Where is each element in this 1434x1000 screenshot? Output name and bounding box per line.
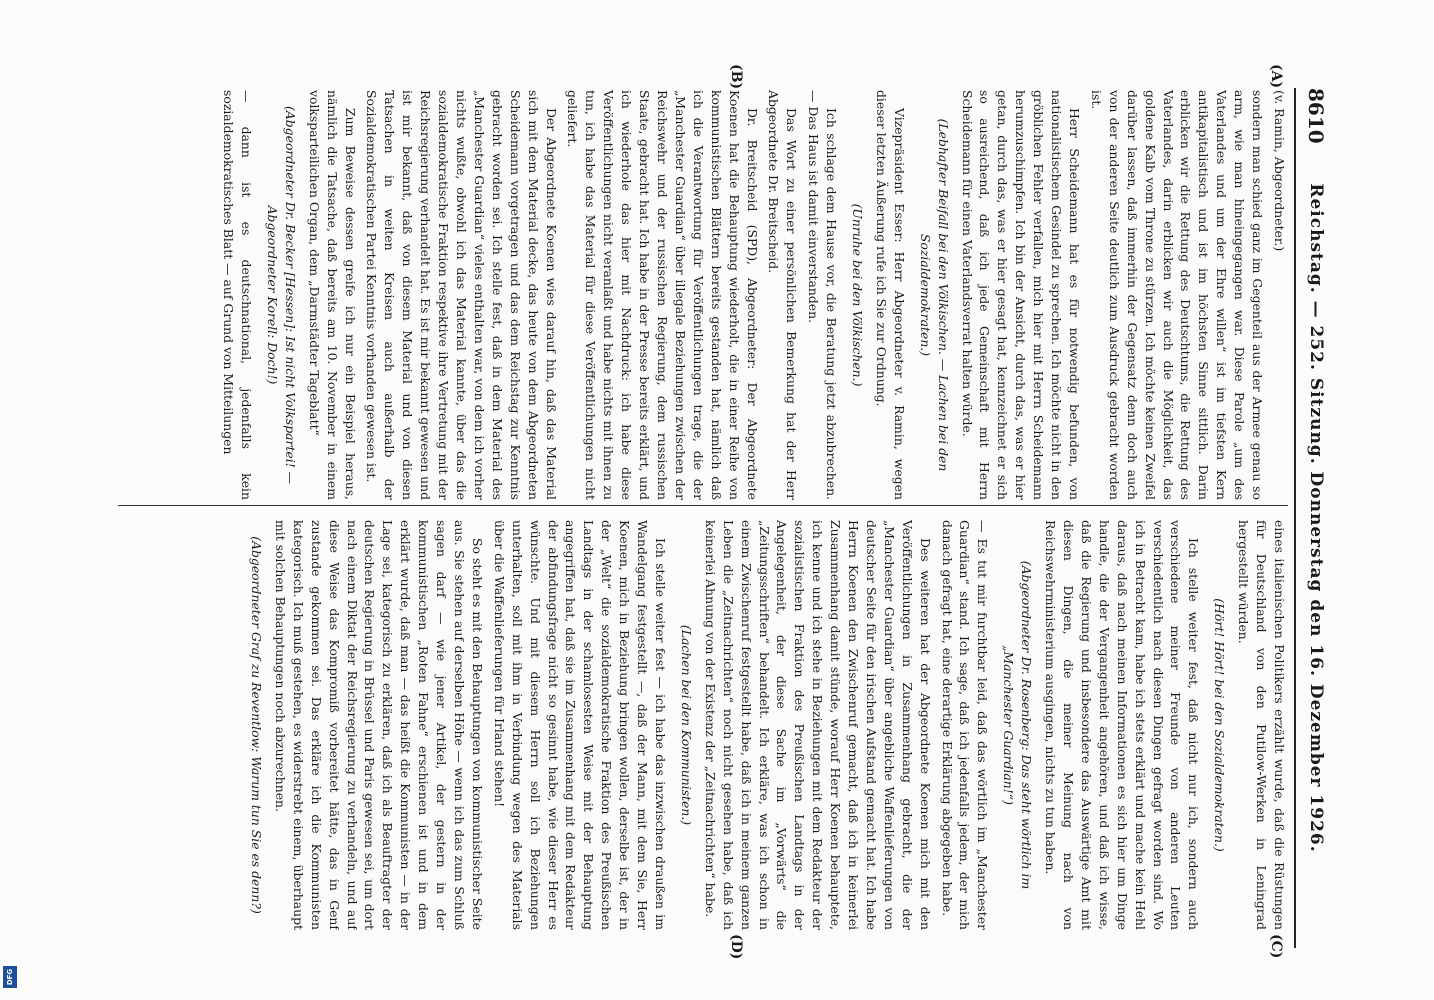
footer-strip (2, 0, 16, 1000)
paragraph: Dr. Breitscheid (SPD), Abgeordneter: Der Abgeordnete Koenen hat die Behauptung wiederholt, die in einer Reihe von kommunistischen Blättern bereits gestanden hat, nämlich daß ich die Verantwortung für Veröffentlichungen trage, die der „Manchester Guardian“ über illegale Beziehungen zwischen der Reichswehr und der russischen Regierung, dem russischen Staate, gebracht hat. Ich habe in der Presse bereits erklärt, und ich wiederhole das hier mit Nachdruck: ich habe diese Veröffentlichungen nicht veranlaßt und habe nichts mit ihnen zu tun, ich habe das Material für diese Veröffentlichungen nicht geliefert. (565, 90, 760, 500)
paragraph: Zum Beweise dessen greife ich nur ein Beispiel heraus, nämlich die Tatsache, daß bereits am 10. November in einem volksparteilichen Organ, dem „Darmstädter Tageblatt“ (306, 90, 358, 500)
page-number: 8610 (1304, 88, 1328, 144)
paragraph: (v. Ramin, Abgeordneter.) (1272, 90, 1287, 252)
margin-mark-c: (C) (1268, 934, 1284, 959)
interjection: (Abgeordneter Dr. Becker [Hessen]: Ist nicht Volkspartei! — Abgeordneter Korell: Doch!) (264, 105, 298, 485)
column-divider (118, 505, 1288, 506)
margin-mark-a: (A) (1268, 64, 1284, 89)
paragraph: — dann ist es deutschnational, jedenfalls kein sozialdemokratisches Blatt — auf Grund von Mitteilungen (221, 90, 255, 500)
right-column (118, 520, 1288, 930)
interjection: (Abgeordneter Graf zu Reventlow: Warum tun Sie es denn?) (249, 536, 265, 914)
paragraph: Herr Scheidemann hat es für notwendig befunden, von nationalistischem Gesindel zu sprechen. Ich möchte nicht in den gröblichen Fehler verfallen, mich hier mit Herrn Scheidemann herumzuschimpfen. Ich bin der Ansicht, durch das, was er hier getan, durch das, was er hier gesagt hat, kennzeichnet er sich so ausreichend, daß ich jede Gemeinschaft mit Herrn Scheidemann für einen Vaterlandsverrat halten würde. (959, 90, 1083, 500)
paragraph: eines italienischen Politikers erzählt wurde, daß die Rüstungen für Deutschland von den Putilow-Werken in Leningrad hergestellt würden. (1236, 520, 1287, 930)
funding-notice (0, 0, 2, 988)
page-header (1294, 88, 1330, 948)
dfg-logo (3, 966, 17, 988)
interjection: (Lebhafter Beifall bei den Völkischen. — Lachen bei den Sozialdemokraten.) (917, 118, 951, 472)
paragraph: Des weiteren hat der Abgeordnete Koenen mich mit den Veröffentlichungen in Zusammenhang gebracht, die der „Manchester Guardian“ über angebliche Waffenlieferungen von deutscher Seite für den irischen Aufstand gemacht hat. Ich habe Herrn Koenen den Zwischenruf gemacht, daß ich in keinerlei Zusammenhang damit stünde, worauf Herr Koenen behauptete, ich kenne und ich stehe in Beziehungen mit dem Redakteur der sozialistischen Fraktion des Preußischen Landtags in der Angelegenheit, der diese Sache im „Vorwärts“ die „Zeitungsschriften“ behandelt. Ich erkläre, was ich schon in einem Zwischenruf festgestellt habe, daß ich in meinem ganzen Leben die „Zeitnachrichten“ noch nicht gesehen habe, daß ich keinerlei Ahnung von der Existenz der „Zeitnachrichten“ habe. (702, 520, 933, 930)
paragraph: sondern man schied ganz im Gegenteil aus der Armee genau so arm, wie man hineingegangen war. Diese Parole „um des Vaterlandes und um der Ehre willen“ ist im tiefsten Kern antikapitalistisch und ist im höchsten Sinne sittlich. Darin erblicken wir die Rettung des Deutschtums, die Rettung des Vaterlandes, darin erblicken wir auch die Möglichkeit, das goldene Kalb vom Throne zu stürzen. Ich möchte keinen Zweifel darüber lassen, daß immerhin der Gegensatz denn doch auch von der anderen Seite deutlich zum Ausdruck gebracht worden ist. (1088, 90, 1266, 500)
interjection: (Unruhe bei den Völkischen.) (850, 203, 866, 387)
interjection: (Lachen bei den Kommunisten.) (678, 624, 694, 826)
margin-mark-d: (D) (728, 934, 744, 960)
interjection: (Abgeordneter Dr. Rosenberg: Das steht wörtlich im „Manchester Guardian!“) (1001, 560, 1035, 890)
page-title: Reichstag. — 252. Sitzung. Donnerstag den 16. Dezember 1926. (1306, 183, 1326, 853)
paragraph: Der Abgeordnete Koenen wies darauf hin, daß das Material sich mit dem Material decke, das heute von dem Abgeordneten Scheidemann vorgetragen und das dem Reichstag zur Kenntnis gebracht worden sei. Ich stelle fest, daß in dem Material des „Manchester Guardian“ vieles enthalten war, von dem ich vorher nichts wußte, obwohl ich das Material kannte, über das die sozialdemokratische Fraktion respektive ihre Vertretung mit der Reichsregierung verhandelt hat. Es ist mir bekannt gewesen und ist mir bekannt, daß von diesem Material und von diesen Tatsachen in weiten Kreisen auch außerhalb der Sozialdemokratischen Partei Kenntnis vorhanden gewesen ist. (364, 90, 559, 500)
paragraph: Ich stelle weiter fest, daß nicht nur ich, sondern auch verschiedene meiner Freunde von anderen Leuten verschiedentlich nach diesen Dingen gefragt worden sind. Wo ich in Betracht kam, habe ich stets erklärt und mache kein Hehl daraus, daß nach meinen Informationen es sich hier um Dinge handle, die der Vergangenheit angehören, und daß ich wisse, daß die Regierung und insbesondere das Auswärtige Amt mit diesen Dingen, die meiner Meinung nach von Reichswehrministerium ausgingen, nichts zu tun haben. (1043, 520, 1202, 930)
left-column (118, 90, 1288, 500)
paragraph: Ich stelle weiter fest — ich habe das inzwischen draußen im Wandelgang festgestellt —, daß der Mann, mit dem Sie, Herr Koenen, mich in Beziehung bringen wollen, derselbe ist, der in der „Welt“ die sozialdemokratische Fraktion des Preußischen Landtags in der schamlosesten Weise mit der Behauptung angegriffen hat, daß sie im Zusammenhang mit dem Redakteur der abfindungsfrage nicht so gesinnt habe, wie dieser Herr es wünschte. Und mit diesem Herrn soll ich Beziehungen unterhalten, soll mit ihm in Verbindung wegen des Materials über die Waffenlieferungen für Irland stehen! (491, 520, 668, 930)
paragraph: Ich schlage dem Hause vor, die Beratung jetzt abzubrechen. — Das Haus ist damit einverstanden. (806, 90, 840, 500)
paragraph: Das Wort zu einer persönlichen Bemerkung hat der Herr Abgeordnete Dr. Breitscheid. (766, 90, 800, 500)
margin-mark-b: (B) (728, 64, 744, 90)
paragraph: Vizepräsident Esser: Herr Abgeordneter v. Ramin, wegen dieser letzten Äußerung rufe ich Sie zur Ordnung. (873, 90, 907, 500)
dfg-logo-text: DFG (6, 968, 14, 986)
paragraph: So steht es mit den Behauptungen von kommunistischer Seite aus. Sie stehen auf derselben Höhe — wenn ich das zum Schluß sagen darf — wie jener Artikel, der gestern in der kommunistischen „Roten Fahne“ erschienen ist und in dem erklärt wurde, daß man — das heißt die Kommunisten — in der Lage sei, kategorisch zu erklären, daß ich als Beauftragter der deutschen Regierung in Brüssel und Paris gewesen sei, um dort nach einem Diktat der Reichsregierung zu verhandeln, und auf diese Weise das Kompromiß vorbereitet hätte, das in Genf zustande gekommen sei. Das erkläre ich die Kommunisten kategorisch. Ich muß gestehen, es widerstrebt einem, überhaupt mit solchen Behauptungen noch abzurechnen. (272, 520, 485, 930)
interjection: (Hört! Hört! bei den Sozialdemokraten.) (1212, 598, 1228, 852)
paragraph: — Es tut mir furchtbar leid, daß das wörtlich im „Manchester Guardian“ stand. Ich sage, daß ich jedenfalls jedem, der mich danach gefragt hat, eine derartige Erklärung abgegeben habe. (939, 520, 991, 930)
